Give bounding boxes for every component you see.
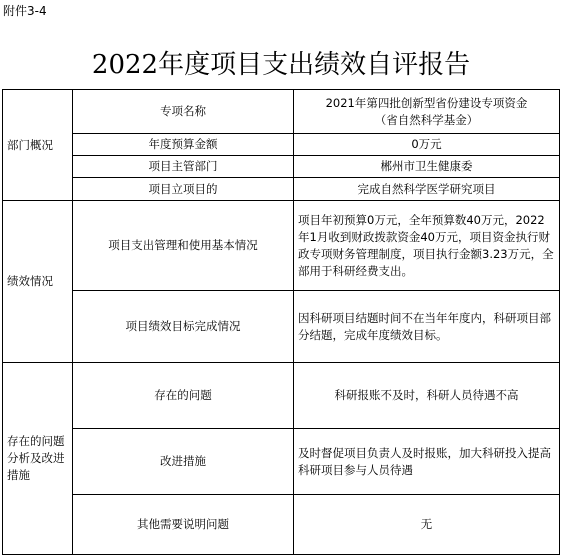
value-other: 无 <box>294 495 560 555</box>
value-budget: 0万元 <box>294 134 560 156</box>
value-problems: 科研报账不及时，科研人员待遇不高 <box>294 363 560 429</box>
label-goals: 项目绩效目标完成情况 <box>73 291 294 363</box>
value-goals: 因科研项目结题时间不在当年年度内，科研项目部分结题，完成年度绩效目标。 <box>294 291 560 363</box>
label-other: 其他需要说明问题 <box>73 495 294 555</box>
value-department: 郴州市卫生健康委 <box>294 156 560 178</box>
issues-row-measures <box>3 429 560 495</box>
issues-row-problems <box>3 363 560 429</box>
category-overview: 部门概况 <box>3 90 73 201</box>
overview-row-project-name <box>3 90 560 134</box>
performance-row-management <box>3 201 560 291</box>
category-issues: 存在的问题分析及改进措施 <box>3 363 73 555</box>
report-table <box>2 89 560 555</box>
overview-row-department <box>3 156 560 178</box>
label-project-name: 专项名称 <box>73 90 294 134</box>
value-measures: 及时督促项目负责人及时报账，加大科研投入提高科研项目参与人员待遇 <box>294 429 560 495</box>
label-management: 项目支出管理和使用基本情况 <box>73 201 294 291</box>
value-project-name-line2: （省自然科学基金） <box>374 112 479 127</box>
label-budget: 年度预算金额 <box>73 134 294 156</box>
performance-row-goals <box>3 291 560 363</box>
label-problems: 存在的问题 <box>73 363 294 429</box>
report-title: 2022年度项目支出绩效自评报告 <box>91 50 471 80</box>
value-project-name <box>294 90 560 134</box>
label-department: 项目主管部门 <box>73 156 294 178</box>
value-project-name-line1: 2021年第四批创新型省份建设专项资金 <box>325 95 528 110</box>
overview-row-purpose <box>3 178 560 201</box>
attachment-label: 附件3-4 <box>3 4 47 18</box>
category-performance: 绩效情况 <box>3 201 73 363</box>
value-management: 项目年初预算0万元，全年预算数40万元，2022年1月收到财政拨款资金40万元，项目资金执行财政专项财务管理制度，项目执行金额3.23万元，全部用于科研经费支出。 <box>294 201 560 291</box>
overview-row-budget <box>3 134 560 156</box>
label-measures: 改进措施 <box>73 429 294 495</box>
label-purpose: 项目立项目的 <box>73 178 294 201</box>
value-purpose: 完成自然科学医学研究项目 <box>294 178 560 201</box>
issues-row-other <box>3 495 560 555</box>
